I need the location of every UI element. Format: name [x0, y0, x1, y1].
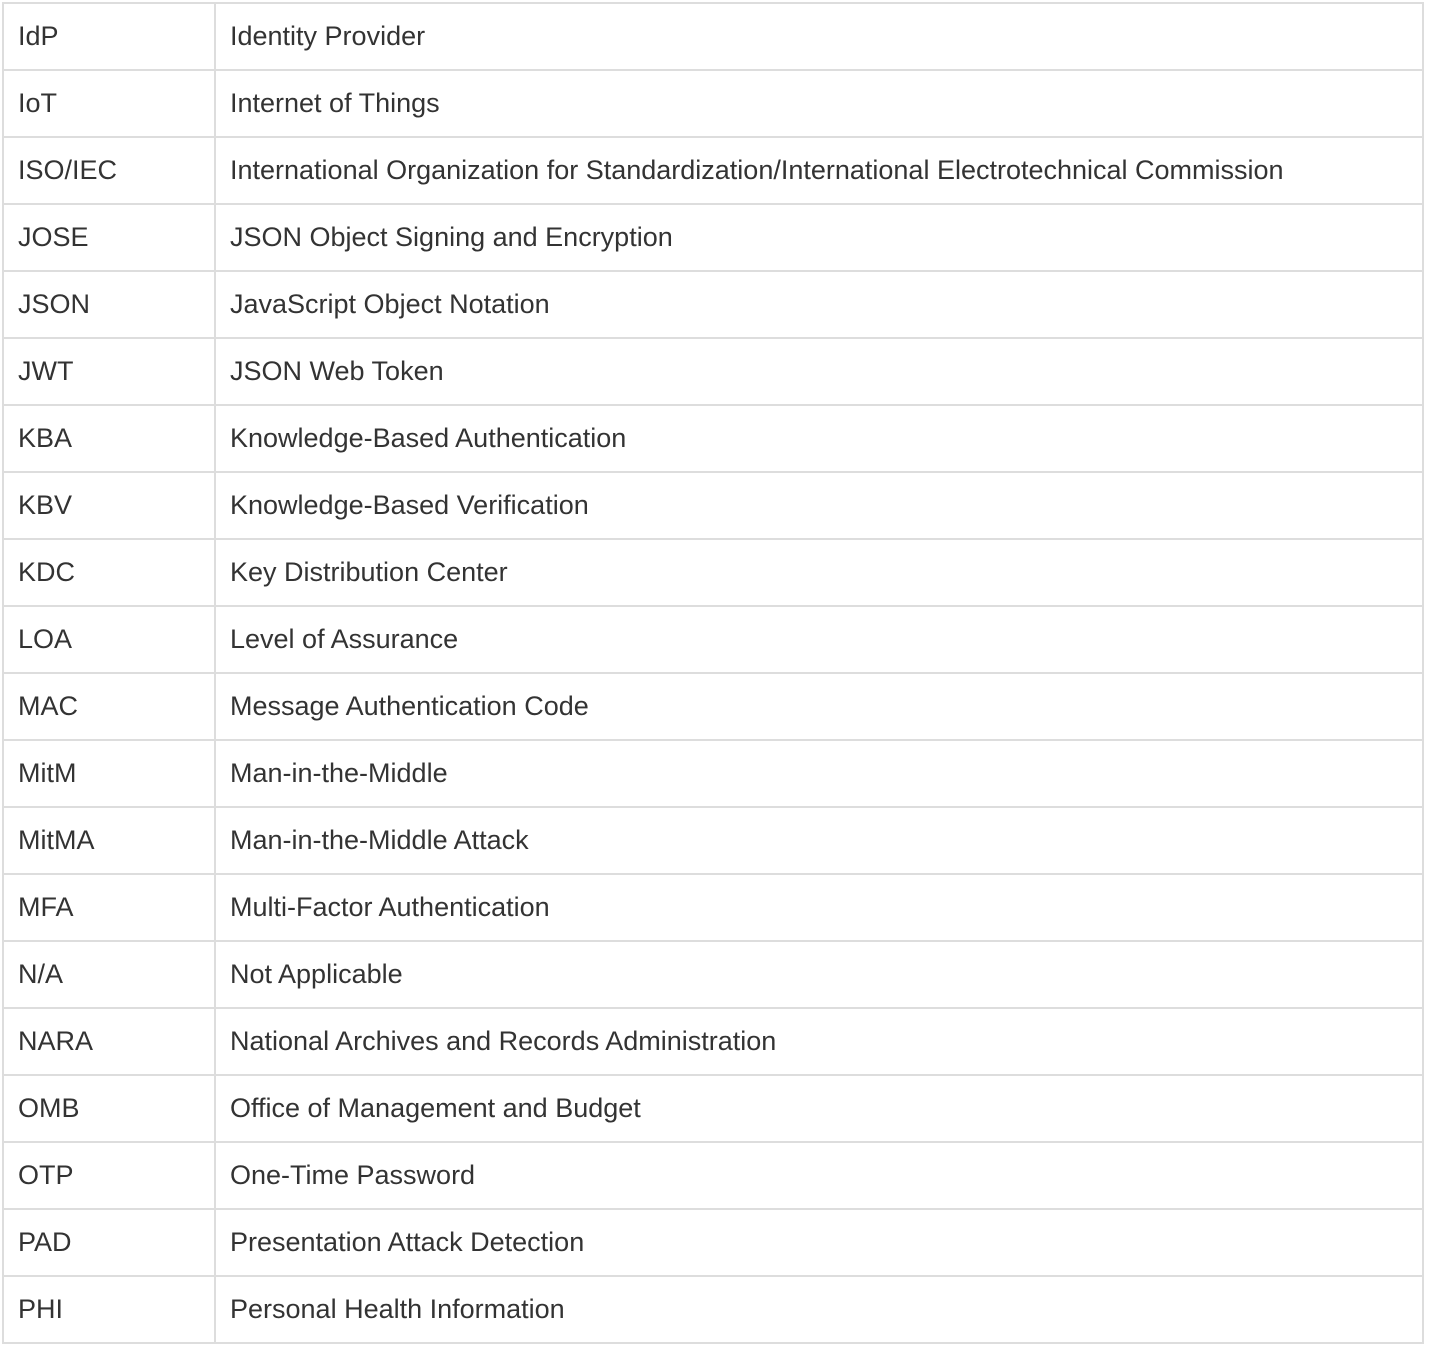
table-row — [3, 1075, 1423, 1142]
table-row — [3, 539, 1423, 606]
definition-cell: Level of Assurance — [215, 606, 1423, 673]
table-row — [3, 740, 1423, 807]
definition-cell: International Organization for Standardization/International Electrotechnical Commission — [215, 137, 1423, 204]
definition-cell: Key Distribution Center — [215, 539, 1423, 606]
abbreviation-cell: IdP — [3, 3, 215, 70]
table-row — [3, 606, 1423, 673]
abbreviation-cell: LOA — [3, 606, 215, 673]
definition-cell: National Archives and Records Administration — [215, 1008, 1423, 1075]
definition-cell: Knowledge-Based Verification — [215, 472, 1423, 539]
abbreviation-cell: JSON — [3, 271, 215, 338]
abbreviation-cell: OMB — [3, 1075, 215, 1142]
definition-cell: Internet of Things — [215, 70, 1423, 137]
table-row — [3, 1276, 1423, 1343]
table-row — [3, 1142, 1423, 1209]
abbreviation-cell: KBV — [3, 472, 215, 539]
abbreviation-cell: JWT — [3, 338, 215, 405]
glossary-table-body — [3, 3, 1423, 1343]
abbreviation-cell: JOSE — [3, 204, 215, 271]
abbreviation-cell: IoT — [3, 70, 215, 137]
table-row — [3, 941, 1423, 1008]
definition-cell: Message Authentication Code — [215, 673, 1423, 740]
definition-cell: JavaScript Object Notation — [215, 271, 1423, 338]
abbreviation-cell: PHI — [3, 1276, 215, 1343]
table-row — [3, 271, 1423, 338]
abbreviation-cell: MFA — [3, 874, 215, 941]
abbreviation-cell: PAD — [3, 1209, 215, 1276]
abbreviation-cell: KDC — [3, 539, 215, 606]
abbreviation-cell: OTP — [3, 1142, 215, 1209]
abbreviation-cell: MitM — [3, 740, 215, 807]
definition-cell: Knowledge-Based Authentication — [215, 405, 1423, 472]
table-row — [3, 204, 1423, 271]
abbreviation-cell: NARA — [3, 1008, 215, 1075]
definition-cell: JSON Web Token — [215, 338, 1423, 405]
table-row — [3, 673, 1423, 740]
table-row — [3, 137, 1423, 204]
definition-cell: Presentation Attack Detection — [215, 1209, 1423, 1276]
table-row — [3, 405, 1423, 472]
definition-cell: Personal Health Information — [215, 1276, 1423, 1343]
definition-cell: Office of Management and Budget — [215, 1075, 1423, 1142]
table-row — [3, 338, 1423, 405]
abbreviation-cell: ISO/IEC — [3, 137, 215, 204]
table-row — [3, 807, 1423, 874]
definition-cell: JSON Object Signing and Encryption — [215, 204, 1423, 271]
glossary-table — [2, 2, 1424, 1344]
table-row — [3, 472, 1423, 539]
definition-cell: Man-in-the-Middle — [215, 740, 1423, 807]
definition-cell: Multi-Factor Authentication — [215, 874, 1423, 941]
definition-cell: Man-in-the-Middle Attack — [215, 807, 1423, 874]
table-row — [3, 70, 1423, 137]
table-row — [3, 874, 1423, 941]
abbreviation-cell: MitMA — [3, 807, 215, 874]
abbreviation-cell: N/A — [3, 941, 215, 1008]
table-row — [3, 3, 1423, 70]
table-row — [3, 1008, 1423, 1075]
table-row — [3, 1209, 1423, 1276]
abbreviation-cell: MAC — [3, 673, 215, 740]
definition-cell: One-Time Password — [215, 1142, 1423, 1209]
abbreviation-cell: KBA — [3, 405, 215, 472]
definition-cell: Not Applicable — [215, 941, 1423, 1008]
definition-cell: Identity Provider — [215, 3, 1423, 70]
